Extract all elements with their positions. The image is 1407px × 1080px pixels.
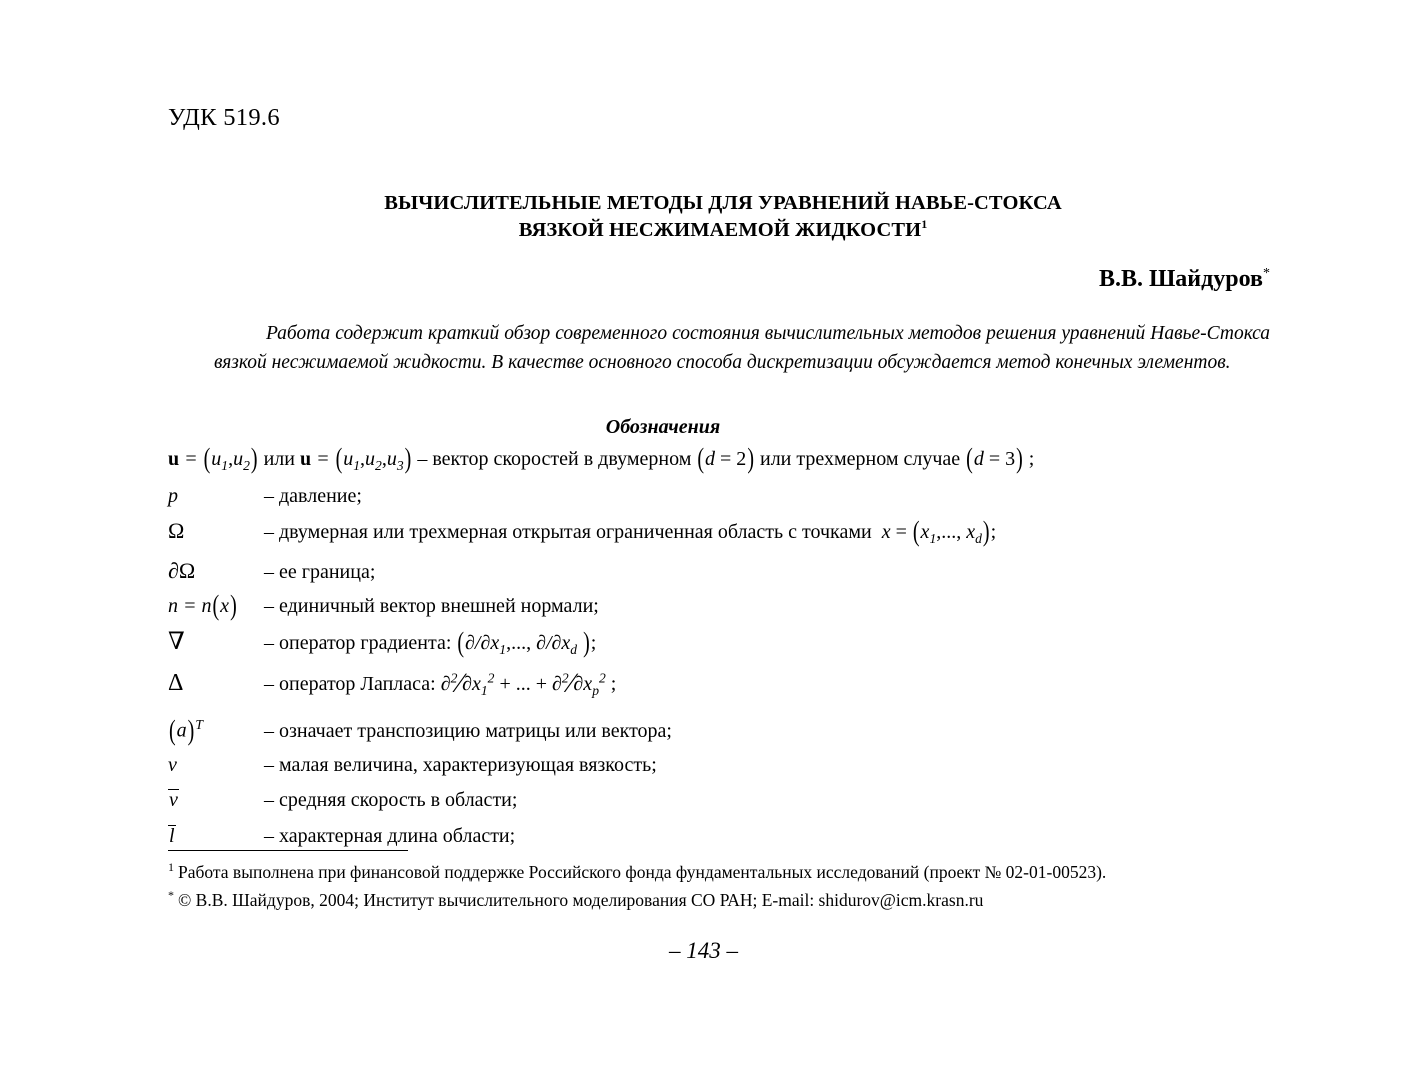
footnote-2-text: © В.В. Шайдуров, 2004; Институт вычислительного моделирования СО РАН; E-mail: shidurov@icm.krasn.ru (178, 890, 984, 911)
notation-symbol-transpose: $(a)^T$ (169, 715, 203, 747)
notation-symbol-delta: Δ (168, 670, 184, 697)
author-label: В.В. Шайдуров (1098, 266, 1263, 293)
notation-desc-omega: – двумерная или трехмерная открытая ограниченная область с точками $x = (x_1$,..., $x_d$); (264, 516, 997, 549)
notation-desc-gradient: – оператор градиента: ($\partial/\partial x_1$,..., $\partial/\partial x_d$ ); (264, 626, 597, 659)
section-heading-notations: Обозначения (605, 415, 721, 438)
udk-code: УДК 519.6 (168, 104, 280, 131)
notation-desc-transpose: – означает транспозицию матрицы или вектора; (264, 720, 672, 743)
notation-row-length (168, 825, 1278, 847)
author-name (168, 266, 1278, 293)
title-footnote-marker: 1 (921, 217, 928, 232)
notation-desc-laplace: – оператор Лапласа: $\partial^2∕\partial x_1^2$ + ... + $\partial^2∕\partial x_p^2$ ; (264, 668, 617, 700)
notation-symbol-normal: n = n(x) (168, 589, 237, 622)
notation-velocity-desc: – вектор скоростей в двумерном (417, 447, 692, 470)
notation-symbol-boundary: ∂Ω (168, 557, 196, 583)
notation-desc-viscosity: – малая величина, характеризующая вязкость; (264, 754, 657, 777)
notation-row-transpose (168, 715, 1278, 747)
notation-row-laplace (168, 670, 1278, 698)
notation-desc-p: – давление; (264, 485, 362, 508)
notation-desc-normal: – единичный вектор внешней нормали; (264, 594, 599, 617)
notation-desc-boundary: – ее граница; (264, 560, 376, 583)
abstract-body: Работа содержит краткий обзор современного состояния вычислительных методов решения уравнений Навье-Стокса вязкой несжимаемой жидкости. В качестве основного способа дискретизации обсуждается метод конечных элементов. (214, 323, 1270, 374)
notation-symbol-mean-velocity: v (169, 789, 178, 812)
page-number: – 143 – (669, 938, 738, 963)
notation-row-pressure (168, 486, 1278, 506)
footnote-1-marker: 1 (168, 860, 174, 874)
notation-velocity-or: или (263, 447, 295, 470)
abstract-text (168, 319, 1278, 378)
notation-row-gradient (168, 626, 1278, 659)
notation-symbol-p: p (168, 485, 178, 508)
notation-symbol-nabla: ∇ (168, 628, 185, 655)
footnote-separator (168, 850, 408, 851)
footnotes-block (168, 850, 1288, 915)
notation-symbol-nu: ν (168, 754, 177, 777)
notation-row-viscosity (168, 755, 1278, 775)
notation-row-velocity: $u = (u_1,u_2)$ или $u = (u_1,u_2,u_3)$ – вектор скоростей в двумерном (d = 2) или трехмерном случае (d = 3) ; (168, 442, 1035, 475)
notation-row-normal (168, 589, 1278, 622)
notation-desc-length: – характерная длина области; (264, 825, 516, 848)
footnote-2 (168, 887, 1288, 913)
title-line-2: ВЯЗКОЙ НЕСЖИМАЕМОЙ ЖИДКОСТИ (518, 219, 922, 242)
author-footnote-marker: * (1263, 266, 1270, 282)
notation-row-mean-velocity (168, 789, 1278, 811)
notation-row-omega (168, 516, 1278, 549)
page-content (168, 104, 1278, 861)
footnote-2-marker: * (168, 888, 174, 903)
title-line-1: ВЫЧИСЛИТЕЛЬНЫЕ МЕТОДЫ ДЛЯ УРАВНЕНИЙ НАВЬЕ-СТОКСА (384, 192, 1062, 214)
footnote-1-text: Работа выполнена при финансовой поддержке Российского фонда фундаментальных исследований (проект № 02-01-00523). (178, 861, 1107, 882)
notation-desc-mean-velocity: – средняя скорость в области; (264, 789, 518, 812)
notation-symbol-omega: Ω (168, 518, 185, 544)
footnote-1 (168, 859, 1288, 885)
notations-list (168, 442, 1278, 848)
page-title (243, 190, 1203, 244)
notation-velocity-desc2: или трехмерном случае (759, 447, 961, 470)
notation-symbol-length: l (169, 825, 175, 848)
notation-row-boundary (168, 557, 1278, 583)
